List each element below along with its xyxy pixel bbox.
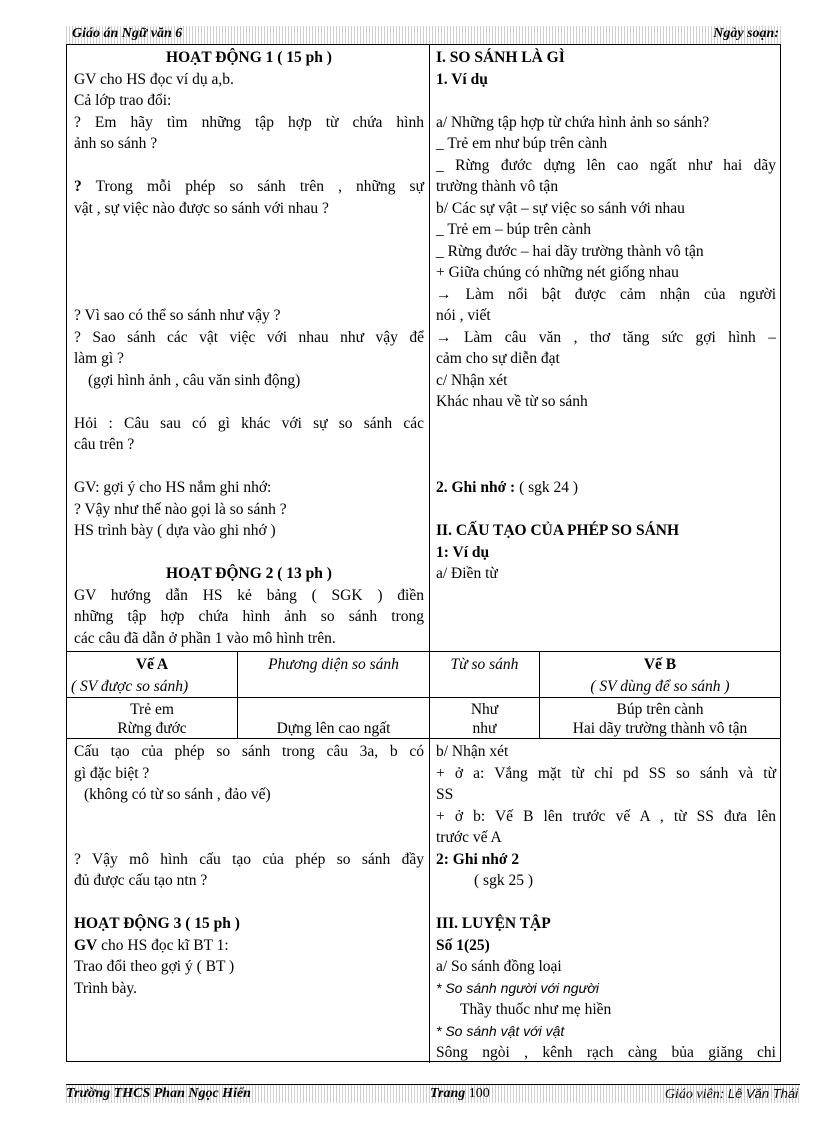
text-line: ? Vậy như thế nào gọi là so sánh ? <box>74 500 287 518</box>
page-footer <box>66 1084 800 1103</box>
text-line: * So sánh vật với vật <box>436 1022 565 1039</box>
cell-value: Rừng đước <box>117 720 187 737</box>
footer-page: Trang 100 <box>430 1086 490 1101</box>
col-header-word: Từ so sánh <box>450 656 519 673</box>
text-line: → Làm nổi bật được cảm nhận của người <box>436 285 776 303</box>
cell-value <box>238 700 429 719</box>
text-line: ? Sao sánh các vật việc với nhau như vậy để <box>74 328 424 346</box>
header-right: Ngày soạn: <box>713 26 779 41</box>
section-title: II. CẤU TẠO CỦA PHÉP SO SÁNH <box>436 522 680 539</box>
divider <box>429 45 430 652</box>
text-line: SS <box>436 786 454 803</box>
text-line: trường thành vô tận <box>436 178 559 195</box>
text-line: các câu đã dẫn ở phần 1 vào mô hình trên. <box>74 629 336 647</box>
text-line: vật , sự việc nào được so sánh với nhau ? <box>74 199 329 217</box>
cell-aspect <box>238 700 429 738</box>
text-line: b/ Các sự vật – sự việc so sánh với nhau <box>436 199 685 217</box>
text-line: GV: gợi ý cho HS nắm ghi nhớ: <box>74 479 272 496</box>
subsection-title: 1: Ví dụ <box>436 543 490 561</box>
text-line: c/ Nhận xét <box>436 371 508 389</box>
text-line: cảm cho sự diễn đạt <box>436 350 560 367</box>
activity-2-title: HOẠT ĐỘNG 2 ( 13 ph ) <box>166 565 332 582</box>
cell-value: Dựng lên cao ngất <box>276 720 391 737</box>
cell-a <box>67 700 237 738</box>
text-line: Cấu tạo của phép so sánh trong câu 3a, b có <box>74 743 424 760</box>
lesson-table <box>66 44 781 1062</box>
text-line: * So sánh người với người <box>436 979 599 996</box>
header-left: Giáo án Ngữ văn 6 <box>72 26 183 41</box>
text-line: Cả lớp trao đổi: <box>74 92 172 109</box>
divider <box>67 651 780 652</box>
text-line: + ở b: Vế B lên trước vế A , từ SS đưa lên <box>436 807 776 825</box>
text-line: đủ được cấu tạo ntn ? <box>74 872 208 889</box>
activity-3-title: HOẠT ĐỘNG 3 ( 15 ph ) <box>74 915 240 932</box>
text-line: GV hướng dẫn HS kẻ bảng ( SGK ) điền <box>74 586 424 604</box>
subsection-title: Số 1(25) <box>436 936 490 954</box>
text-line: Trao đổi theo gợi ý ( BT ) <box>74 958 235 975</box>
text-line: ? Vậy mô hình cấu tạo của phép so sánh đầy <box>74 850 424 868</box>
text-line: ? Em hãy tìm những tập hợp từ chứa hình <box>74 113 424 131</box>
col-header-aspect: Phương diện so sánh <box>268 656 399 673</box>
text-line: → Làm câu văn , thơ tăng sức gợi hình – <box>436 328 776 346</box>
cell-word <box>430 700 539 738</box>
header-sublabel: ( SV được so sánh) <box>71 677 189 695</box>
section-title: I. SO SÁNH LÀ GÌ <box>436 49 565 66</box>
text-line: _ Trẻ em – búp trên cành <box>436 221 591 238</box>
text-line: (gợi hình ảnh , câu văn sinh động) <box>88 371 301 389</box>
text-line: ( sgk 25 ) <box>474 872 533 889</box>
divider <box>67 738 780 739</box>
cell-value: như <box>472 720 497 737</box>
text-line: Khác nhau về từ so sánh <box>436 393 588 410</box>
text-line: Sông ngòi , kênh rạch càng bủa giăng chi <box>436 1044 776 1061</box>
text-line: ? Vì sao có thể so sánh như vậy ? <box>74 307 281 324</box>
text-line: GV cho HS đọc ví dụ a,b. <box>74 70 234 88</box>
text-line: _ Rừng đước dựng lên cao ngất như hai dãy <box>436 156 776 174</box>
col-header-b <box>540 654 780 697</box>
subsection-title: 1. Ví dụ <box>436 70 488 88</box>
text-line: câu trên ? <box>74 436 135 453</box>
text-line: ảnh so sánh ? <box>74 135 158 152</box>
text-line: Thầy thuốc như mẹ hiền <box>460 1001 612 1018</box>
text-line: HS trình bày ( dựa vào ghi nhớ ) <box>74 522 276 539</box>
subsection-title: 2. Ghi nhớ : ( sgk 24 ) <box>436 479 579 496</box>
text-line: + Giữa chúng có những nét giống nhau <box>436 264 679 281</box>
text-line: Hỏi : Câu sau có gì khác với sự so sánh các <box>74 414 424 432</box>
cell-value: Búp trên cành <box>616 701 704 718</box>
text-line: ? Trong mỗi phép so sánh trên , những sự <box>74 178 424 195</box>
text-line: làm gì ? <box>74 350 124 367</box>
text-line: b/ Nhận xét <box>436 743 509 760</box>
header-sublabel: ( SV dùng để so sánh ) <box>590 677 730 695</box>
cell-b <box>540 700 780 738</box>
text-line: a/ Điền từ <box>436 565 498 582</box>
text-line: Trình bày. <box>74 979 138 997</box>
footer-school: Trường THCS Phan Ngọc Hiển <box>66 1086 251 1101</box>
activity-1-title: HOẠT ĐỘNG 1 ( 15 ph ) <box>166 49 332 66</box>
text-line: GV cho HS đọc kĩ BT 1: <box>74 936 229 954</box>
subsection-title: 2: Ghi nhớ 2 <box>436 850 520 868</box>
text-line: gì đặc biệt ? <box>74 764 150 782</box>
text-line: trước vế A <box>436 829 502 846</box>
text-line: (không có từ so sánh , đảo vế) <box>84 786 271 803</box>
top-left-column <box>74 47 424 649</box>
text-line: _ Rừng đước – hai dãy trường thành vô tận <box>436 242 704 260</box>
text-line: a/ So sánh đồng loại <box>436 958 562 975</box>
text-line: a/ Những tập hợp từ chứa hình ảnh so sánh? <box>436 113 710 131</box>
bottom-left-column <box>74 741 424 999</box>
col-header-a <box>67 654 237 697</box>
text-line: những tập hợp chứa hình ảnh so sánh trong <box>74 608 424 625</box>
cell-value: Như <box>470 701 499 718</box>
header-label: Vế A <box>135 656 169 673</box>
bottom-right-column <box>436 741 776 1064</box>
page-header <box>66 26 781 45</box>
footer-teacher: Giáo viên: Lê Văn Thái <box>664 1086 798 1102</box>
text-line: nói , viết <box>436 307 491 324</box>
cell-value: Hai dãy trường thành vô tận <box>572 720 748 737</box>
text-line: + ở a: Vắng mặt từ chỉ pd SS so sánh và từ <box>436 764 776 782</box>
divider <box>67 697 780 698</box>
top-right-column <box>436 47 776 585</box>
section-title: III. LUYỆN TẬP <box>436 915 551 932</box>
cell-value: Trẻ em <box>130 701 174 718</box>
text-line: _ Trẻ em như búp trên cành <box>436 135 608 152</box>
header-label: Vế B <box>643 656 677 673</box>
